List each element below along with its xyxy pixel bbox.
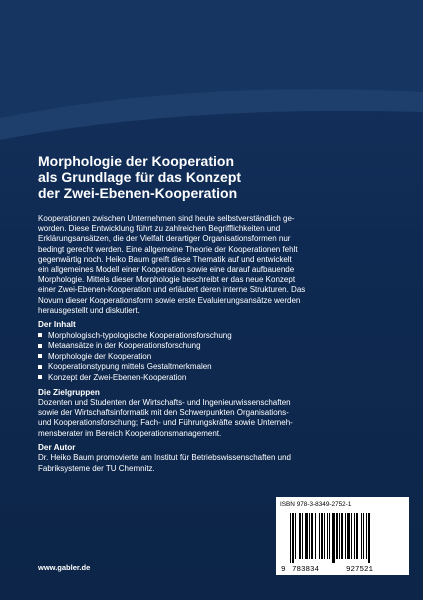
- intro-line: herausgestellt und diskutiert.: [38, 305, 140, 315]
- barcode-bar: [339, 513, 340, 559]
- list-item: [38, 373, 402, 384]
- barcode-digits-right: 927521: [346, 566, 374, 573]
- barcode-bar: [351, 513, 352, 559]
- barcode-bar: [327, 513, 328, 559]
- bullet-icon: [38, 344, 42, 348]
- barcode-bar: [295, 513, 296, 559]
- barcode-bar: [336, 513, 338, 559]
- autor-paragraph: [38, 453, 402, 473]
- barcode-bar: [309, 513, 310, 559]
- barcode-bar: [321, 513, 323, 559]
- intro-line: Morphologie. Mittels dieser Morphologie beschreibt er das neue Konzept: [38, 275, 296, 285]
- barcode-bar: [302, 513, 303, 559]
- back-cover-text: [38, 214, 402, 474]
- publisher-url[interactable]: www.gabler.de: [38, 563, 91, 572]
- book-title: [38, 153, 398, 201]
- barcode-bar: [305, 513, 308, 559]
- bullet-icon: [38, 365, 42, 369]
- zielgruppen-line: und Kooperationsforschung; Fach- und Führungskräfte sowie Unterneh-: [38, 418, 293, 428]
- barcode-bar: [347, 513, 350, 559]
- inhalt-heading: Der Inhalt: [38, 320, 76, 330]
- intro-line: Kooperationen zwischen Unternehmen sind heute selbstverständlich ge-: [38, 214, 295, 223]
- list-item-label: Metaansätze in der Kooperationsforschung: [48, 341, 201, 351]
- intro-line: einer Zwei-Ebenen-Kooperation und erläutert deren interne Strukturen. Das: [38, 285, 306, 295]
- list-item-label: Kooperationstypung mittels Gestaltmerkmalen: [48, 362, 212, 372]
- autor-line: Fabriksysteme der TU Chemnitz.: [38, 463, 155, 473]
- bullet-icon: [38, 354, 42, 358]
- bullet-icon: [38, 375, 42, 379]
- barcode-digit-prefix: 9: [281, 566, 286, 573]
- list-item: [38, 352, 402, 363]
- barcode-bar: [332, 513, 335, 563]
- zielgruppen-paragraph: [38, 398, 402, 439]
- intro-line: worden. Diese Entwicklung führt zu zahlreichen Begrifflichkeiten und: [38, 224, 281, 234]
- barcode-bar: [299, 513, 301, 559]
- intro-line: gegenwärtig noch. Heiko Baum greift diese Thematik auf und entwickelt: [38, 254, 292, 264]
- intro-line: Novum dieser Kooperationsform sowie erste Evaluierungsansätze werden: [38, 295, 301, 305]
- zielgruppen-line: mensberater im Bereich Kooperationsmanagement.: [38, 428, 222, 438]
- barcode-bar: [366, 513, 367, 559]
- title-line: Morphologie der Kooperation: [38, 153, 234, 169]
- intro-line: ein allgemeines Modell einer Kooperation sowie eine darauf aufbauende: [38, 265, 295, 275]
- list-item: [38, 341, 402, 352]
- barcode-digits-left: 783834: [292, 566, 320, 573]
- bullet-icon: [38, 333, 42, 337]
- autor-heading: Der Autor: [38, 442, 76, 452]
- barcode-icon: [280, 511, 405, 573]
- barcode-bar: [324, 513, 325, 559]
- barcode-bar: [290, 513, 291, 563]
- zielgruppen-heading: Die Zielgruppen: [38, 387, 100, 397]
- barcode-bar: [345, 513, 346, 559]
- intro-line: Erklärungsansätzen, die der Vielfalt derartiger Organisationsformen nur: [38, 234, 291, 244]
- barcode-bar: [361, 513, 362, 559]
- isbn-barcode-box: [276, 497, 409, 575]
- barcode-bar: [315, 513, 316, 559]
- list-item-label: Morphologisch-typologische Kooperationsforschung: [48, 330, 232, 340]
- barcode-bar: [311, 513, 313, 559]
- list-item-label: Konzept der Zwei-Ebenen-Kooperation: [48, 372, 187, 382]
- intro-paragraph: [38, 214, 402, 316]
- barcode-bars: [290, 513, 370, 563]
- title-line: der Zwei-Ebenen-Kooperation: [38, 185, 238, 201]
- barcode-bar: [341, 513, 343, 559]
- list-item: [38, 331, 402, 342]
- barcode-bar: [292, 513, 294, 563]
- barcode-bar: [329, 513, 330, 559]
- autor-line: Dr. Heiko Baum promovierte am Institut für Betriebswissenschaften und: [38, 453, 291, 463]
- inhalt-list: [38, 331, 402, 384]
- list-item-label: Morphologie der Kooperation: [48, 351, 152, 361]
- intro-line: bedingt gerecht werden. Eine allgemeine Theorie der Kooperationen fehlt: [38, 244, 298, 254]
- barcode-bar: [319, 513, 320, 559]
- barcode-bar: [363, 513, 364, 559]
- title-line: als Grundlage für das Konzept: [38, 169, 242, 185]
- barcode-bar: [354, 513, 355, 559]
- zielgruppen-line: Dozenten und Studenten der Wirtschafts- und Ingenieurwissenschaften: [38, 398, 291, 407]
- isbn-text: ISBN 978-3-8349-2752-1: [280, 501, 352, 508]
- barcode-bar: [356, 513, 358, 559]
- barcode-bar: [368, 513, 370, 563]
- list-item: [38, 362, 402, 373]
- zielgruppen-line: sowie der Wirtschaftsinformatik mit den Schwerpunkten Organisations-: [38, 408, 289, 418]
